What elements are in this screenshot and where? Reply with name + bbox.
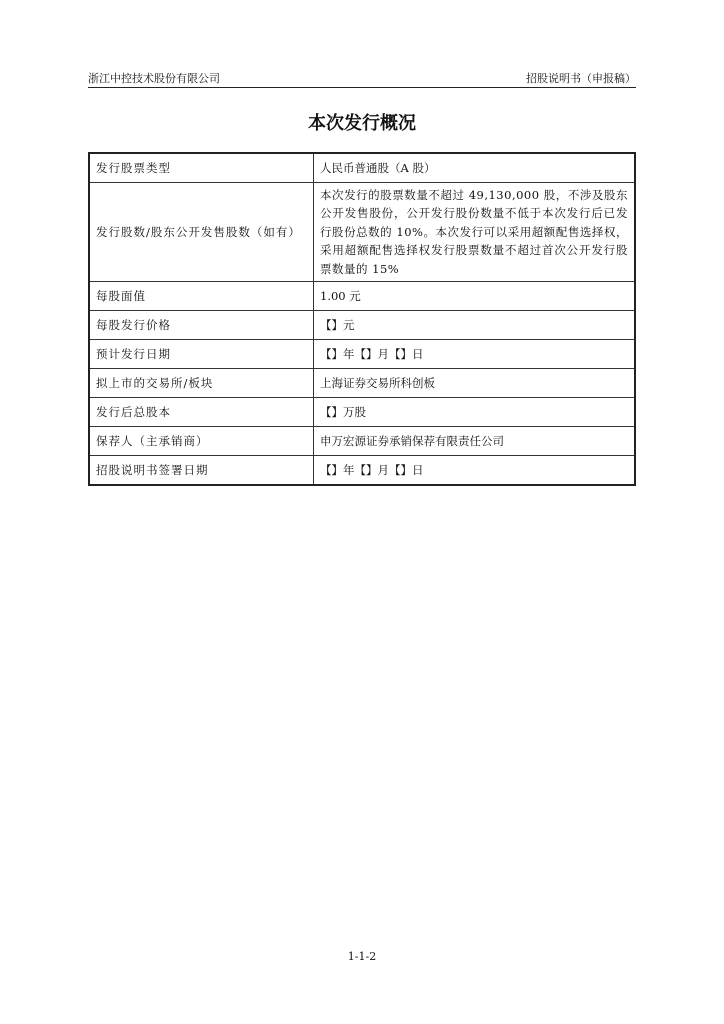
row-label: 发行股数/股东公开发售股数（如有） [89, 182, 314, 282]
issuance-overview-table [88, 152, 636, 486]
row-label: 拟上市的交易所/板块 [89, 369, 314, 398]
row-label: 预计发行日期 [89, 340, 314, 369]
page-title: 本次发行概况 [308, 113, 416, 134]
table-row-issue-price [89, 311, 635, 340]
page-header [88, 70, 636, 88]
row-label: 每股面值 [89, 282, 314, 311]
row-label: 保荐人（主承销商） [89, 427, 314, 456]
table-row-sponsor [89, 427, 635, 456]
row-label: 每股发行价格 [89, 311, 314, 340]
row-value: 【】元 [314, 311, 636, 340]
row-label: 发行股票类型 [89, 153, 314, 182]
row-value: 1.00 元 [314, 282, 636, 311]
row-value: 申万宏源证券承销保荐有限责任公司 [314, 427, 636, 456]
row-label: 发行后总股本 [89, 398, 314, 427]
table-row-exchange [89, 369, 635, 398]
header-divider [88, 87, 636, 88]
table-row-stock-type [89, 153, 635, 182]
row-value: 【】万股 [314, 398, 636, 427]
row-value: 【】年【】月【】日 [314, 456, 636, 485]
table-row-issue-date [89, 340, 635, 369]
table-row-issue-shares [89, 182, 635, 282]
row-value: 上海证券交易所科创板 [314, 369, 636, 398]
header-document-type: 招股说明书（申报稿） [526, 72, 636, 85]
table-row-par-value [89, 282, 635, 311]
row-label: 招股说明书签署日期 [89, 456, 314, 485]
table-row-total-shares [89, 398, 635, 427]
table-row-signing-date [89, 456, 635, 485]
header-company-name: 浙江中控技术股份有限公司 [88, 72, 220, 85]
page-number: 1-1-2 [347, 950, 377, 963]
row-value: 【】年【】月【】日 [314, 340, 636, 369]
row-value: 本次发行的股票数量不超过 49,130,000 股，不涉及股东公开发售股份，公开发行股份数量不低于本次发行后已发行股份总数的 10%。本次发行可以采用超额配售选择权，采用超额配售选择权发行股票数量不超过首次公开发行股票数量的 15% [314, 182, 636, 282]
row-value: 人民币普通股（A 股） [314, 153, 636, 182]
